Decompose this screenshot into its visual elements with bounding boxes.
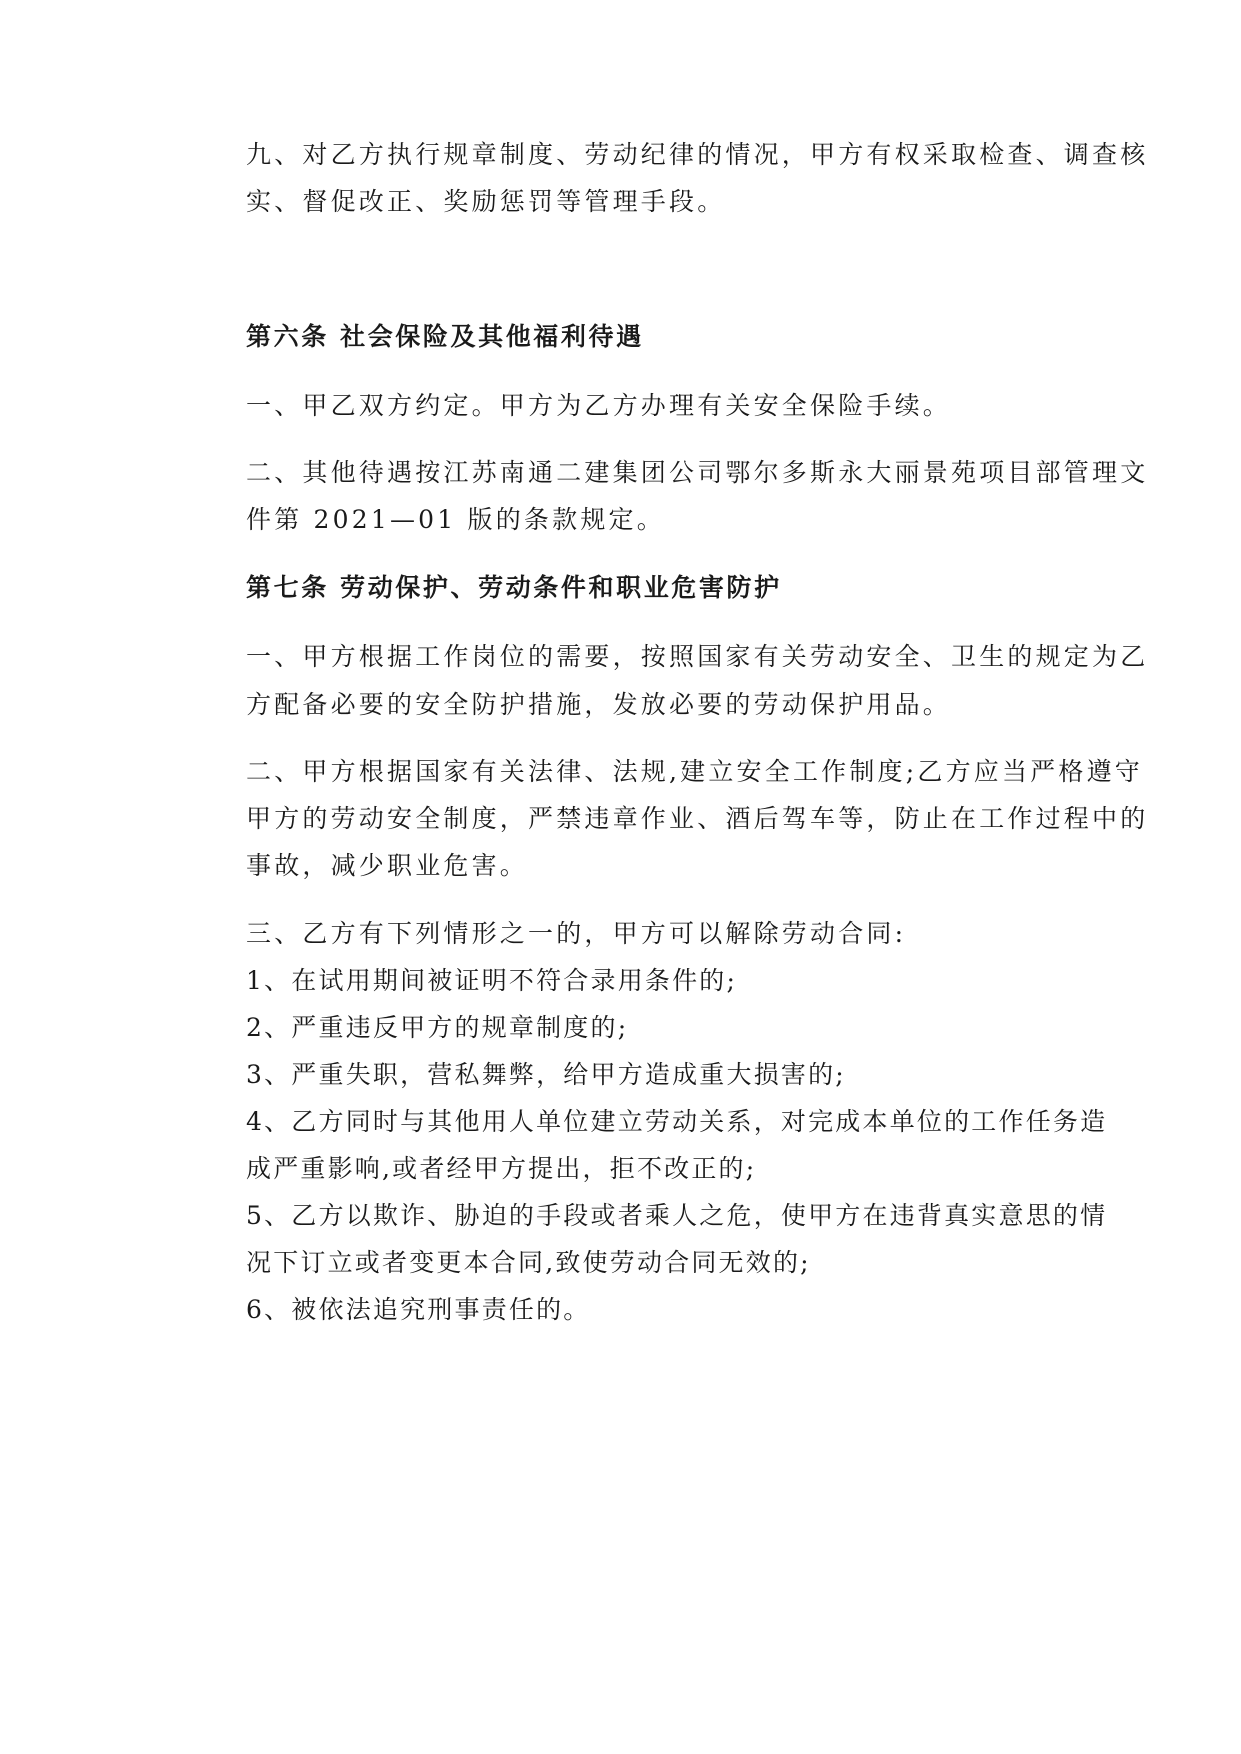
clause-nine-line-2: 实、督促改正、奖励惩罚等管理手段。 (246, 187, 726, 216)
termination-case-1: 1、在试用期间被证明不符合录用条件的; (246, 966, 738, 995)
article-seven-item-1-line-1: 一、甲方根据工作岗位的需要，按照国家有关劳动安全、卫生的规定为乙 (246, 642, 1149, 671)
termination-case-4-line-2: 成严重影响,或者经甲方提出，拒不改正的; (246, 1154, 757, 1183)
termination-case-6: 6、被依法追究刑事责任的。 (246, 1295, 591, 1324)
article-six-item-1: 一、甲乙双方约定。甲方为乙方办理有关安全保险手续。 (246, 391, 952, 420)
clause-nine-line-1: 九、对乙方执行规章制度、劳动纪律的情况，甲方有权采取检查、调查核 (246, 140, 1149, 169)
article-seven-heading: 第七条 劳动保护、劳动条件和职业危害防护 (246, 573, 782, 602)
termination-case-5-line-1: 5、乙方以欺诈、胁迫的手段或者乘人之危，使甲方在违背真实意思的情 (246, 1201, 1108, 1230)
termination-case-4-line-1: 4、乙方同时与其他用人单位建立劳动关系，对完成本单位的工作任务造 (246, 1107, 1108, 1136)
article-seven-item-2-line-2: 甲方的劳动安全制度，严禁违章作业、酒后驾车等，防止在工作过程中的 (246, 804, 1149, 833)
termination-case-5-line-2: 况下订立或者变更本合同,致使劳动合同无效的; (246, 1248, 811, 1277)
article-seven-item-2-line-1: 二、甲方根据国家有关法律、法规,建立安全工作制度;乙方应当严格遵守 (246, 757, 1143, 786)
article-six-heading: 第六条 社会保险及其他福利待遇 (246, 322, 644, 351)
article-six-item-2-line-1: 二、其他待遇按江苏南通二建集团公司鄂尔多斯永大丽景苑项目部管理文 (246, 458, 1149, 487)
article-seven-item-3-intro: 三、乙方有下列情形之一的，甲方可以解除劳动合同: (246, 919, 907, 948)
article-seven-item-1-line-2: 方配备必要的安全防护措施，发放必要的劳动保护用品。 (246, 690, 952, 719)
termination-case-3: 3、严重失职，营私舞弊，给甲方造成重大损害的; (246, 1060, 846, 1089)
article-six-item-2-line-2: 件第 2021—01 版的条款规定。 (246, 505, 665, 534)
article-seven-item-2-line-3: 事故，减少职业危害。 (246, 851, 529, 880)
termination-case-2: 2、严重违反甲方的规章制度的; (246, 1013, 629, 1042)
